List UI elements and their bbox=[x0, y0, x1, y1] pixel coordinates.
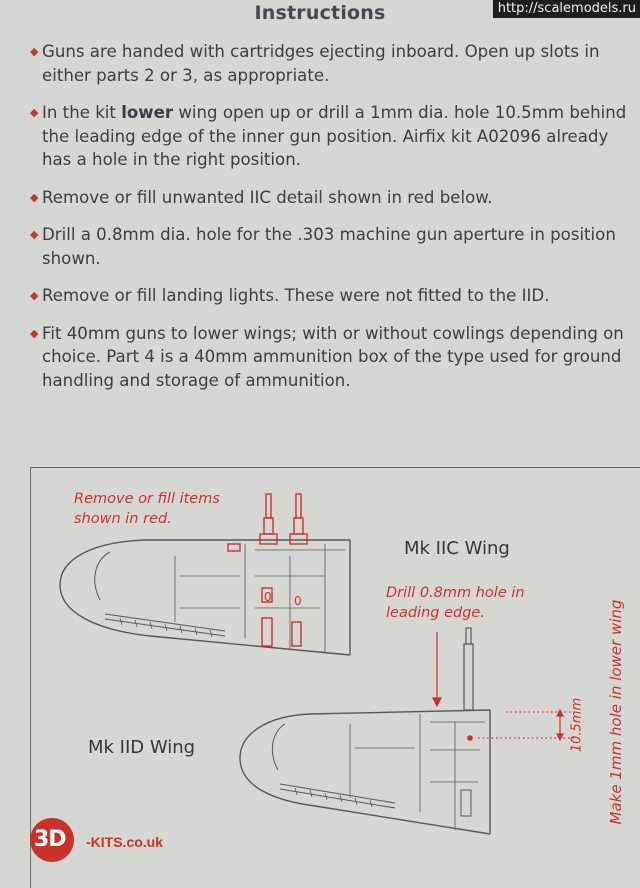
box-label: 0 bbox=[294, 594, 302, 608]
mk-iid-gun-barrel bbox=[464, 628, 473, 710]
mk-iic-red-items bbox=[228, 494, 307, 646]
dimension-text: 10.5mm bbox=[569, 697, 585, 753]
dimension-label bbox=[562, 690, 592, 760]
diamond-bullet-icon: ◆ bbox=[30, 106, 39, 119]
remove-note-line: shown in red. bbox=[74, 511, 172, 527]
remove-note bbox=[74, 489, 220, 529]
diamond-bullet-icon: ◆ bbox=[30, 45, 39, 58]
watermark: http://scalemodels.ru bbox=[493, 0, 640, 18]
drill-arrow bbox=[433, 632, 441, 706]
instruction-text: Fit 40mm guns to lower wings; with or without cowlings depending on choice. Part 4 is a 40mm ammunition box of the type used for ground handling and storage of ammunition. bbox=[42, 323, 624, 390]
drill-note bbox=[386, 583, 525, 623]
drill-note-line: Drill 0.8mm hole in bbox=[386, 585, 525, 601]
diamond-bullet-icon: ◆ bbox=[30, 228, 39, 241]
instruction-text: Drill a 0.8mm dia. hole for the .303 machine gun aperture in position shown. bbox=[42, 225, 616, 268]
instruction-text: In the kit bbox=[42, 103, 122, 122]
instruction-text: Remove or fill unwanted IIC detail shown in red below. bbox=[42, 187, 493, 207]
instruction-emphasis: lower bbox=[121, 103, 174, 122]
drill-note-line: leading edge. bbox=[386, 605, 485, 621]
box-label: 0 bbox=[264, 590, 272, 604]
remove-note-line: Remove or fill items bbox=[74, 491, 220, 507]
mk-iid-label: Mk IID Wing bbox=[88, 737, 196, 758]
mk-iic-label: Mk IIC Wing bbox=[404, 538, 510, 559]
instruction-text: wing open up or drill a 1mm dia. hole 10.5mm behind the leading edge of the inner gun position. Airfix kit A02096 already has a hole in the right position. bbox=[42, 103, 627, 169]
logo-text: -KITS.co.uk bbox=[86, 834, 164, 850]
instruction-text: Guns are handed with cartridges ejecting inboard. Open up slots in either parts 2 or 3, as appropriate. bbox=[42, 42, 600, 85]
diamond-bullet-icon: ◆ bbox=[30, 326, 39, 340]
mk-iic-wing-outline bbox=[60, 540, 350, 655]
diamond-bullet-icon: ◆ bbox=[30, 289, 39, 302]
instruction-text: Remove or fill landing lights. These were not fitted to the IID. bbox=[42, 286, 550, 305]
vertical-note-text: Make 1mm hole in lower wing bbox=[607, 599, 625, 825]
logo-badge-text: 3D bbox=[34, 827, 66, 852]
page-title: Instructions bbox=[254, 2, 386, 24]
mk-iid-wing-outline bbox=[240, 710, 490, 834]
vertical-note bbox=[596, 562, 636, 862]
diamond-bullet-icon: ◆ bbox=[30, 190, 39, 204]
